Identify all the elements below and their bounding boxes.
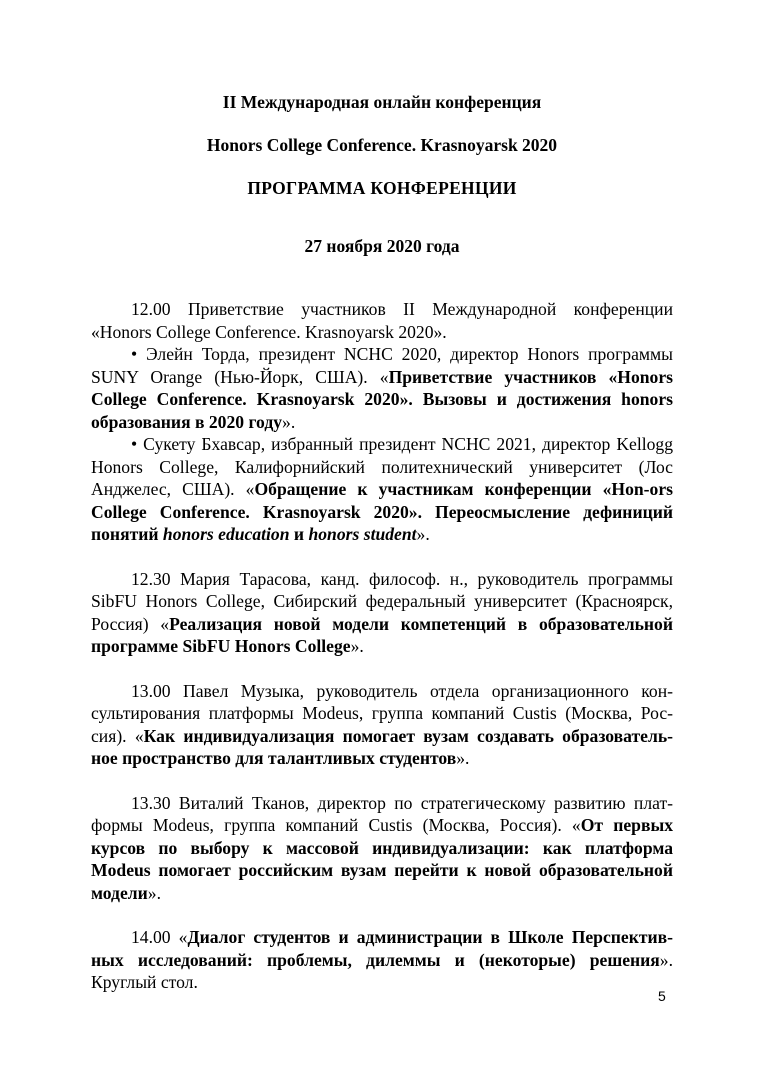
speaker-2-close: ». — [416, 524, 430, 544]
item-1200-speaker-2 — [91, 433, 673, 546]
conference-name: Honors College Conference. Krasnoyarsk 2020 — [206, 135, 558, 155]
spacer — [91, 546, 673, 568]
item-1330-text: 13.30 Виталий Тканов, директор по стратегическому развитию плат-формы Modeus, группа компаний Custis (Москва, Россия). « — [91, 792, 673, 835]
item-1330 — [91, 792, 673, 905]
item-1400-close: ». Круглый стол. — [91, 949, 673, 992]
spacer — [91, 658, 673, 680]
speaker-2-talk-title: Обращение к участникам конференции «Hon-ors College Conference. Krasnoyarsk 2020». Переосмысление дефиниций понятий — [91, 479, 673, 544]
speaker-2-term-2: honors student — [308, 524, 417, 544]
item-1400-text: 14.00 « — [131, 927, 188, 947]
item-1300-talk-title: Как индивидуализация помогает вузам создавать образователь-ное пространство для талантливых студентов — [91, 725, 673, 768]
speaker-1-close: ». — [282, 411, 296, 432]
item-1200-intro: 12.00 Приветствие участников II Международной конференции «Honors College Conference. Krasnoyarsk 2020». — [91, 299, 673, 342]
program-body — [91, 298, 673, 994]
item-1200-speaker-1 — [91, 343, 673, 433]
program-heading: ПРОГРАММА КОНФЕРЕНЦИИ — [247, 178, 517, 198]
item-1230 — [91, 568, 673, 658]
item-1300-close: ». — [456, 748, 470, 768]
spacer — [91, 904, 673, 926]
item-1330-talk-title: От первых курсов по выбору к массовой индивидуализации: как платформа Modeus помогает российским вузам перейти к новой образовательной модели — [91, 815, 673, 903]
page-number: 5 — [658, 988, 666, 1004]
speaker-1-text: • Элейн Торда, президент NCHC 2020, директор Honors программы SUNY Orange (Нью-Йорк, США). « — [91, 344, 673, 387]
speaker-1-talk-title: Приветствие участников «Honors College Conference. Krasnoyarsk 2020». Вызовы и достижения honors образования в 2020 году — [91, 366, 674, 432]
item-1230-close: ». — [350, 636, 364, 656]
item-1400 — [91, 926, 673, 994]
item-1400-talk-title: Диалог студентов и администрации в Школе Перспектив-ных исследований: проблемы, дилеммы и (некоторые) решения — [91, 927, 674, 970]
item-1230-talk-title: Реализация новой модели компетенций в образовательной программе SibFU Honors College — [91, 613, 673, 656]
item-1300-text: 13.00 Павел Музыка, руководитель отдела организационного кон-сультирования платформы Modeus, группа компаний Custis (Москва, Рос-сия). « — [91, 680, 673, 746]
conference-date: 27 ноября 2020 года — [304, 236, 460, 256]
speaker-2-text: • Сукету Бхавсар, избранный президент NCHC 2021, директор Kellogg Honors College, Калифорнийский политехнический университет (Лос Анджелес, США). « — [91, 434, 673, 499]
spacer — [91, 770, 673, 792]
item-1300 — [91, 680, 673, 770]
speaker-2-term-1: honors education — [162, 524, 290, 544]
conference-title: II Международная онлайн конференция — [222, 92, 542, 112]
item-1330-close: ». — [147, 882, 161, 903]
item-1230-text: 12.30 Мария Тарасова, канд. философ. н., руководитель программы SibFU Honors College, Сибирский федеральный университет (Красноярск, Россия) « — [91, 568, 673, 634]
speaker-2-and: и — [289, 524, 309, 544]
